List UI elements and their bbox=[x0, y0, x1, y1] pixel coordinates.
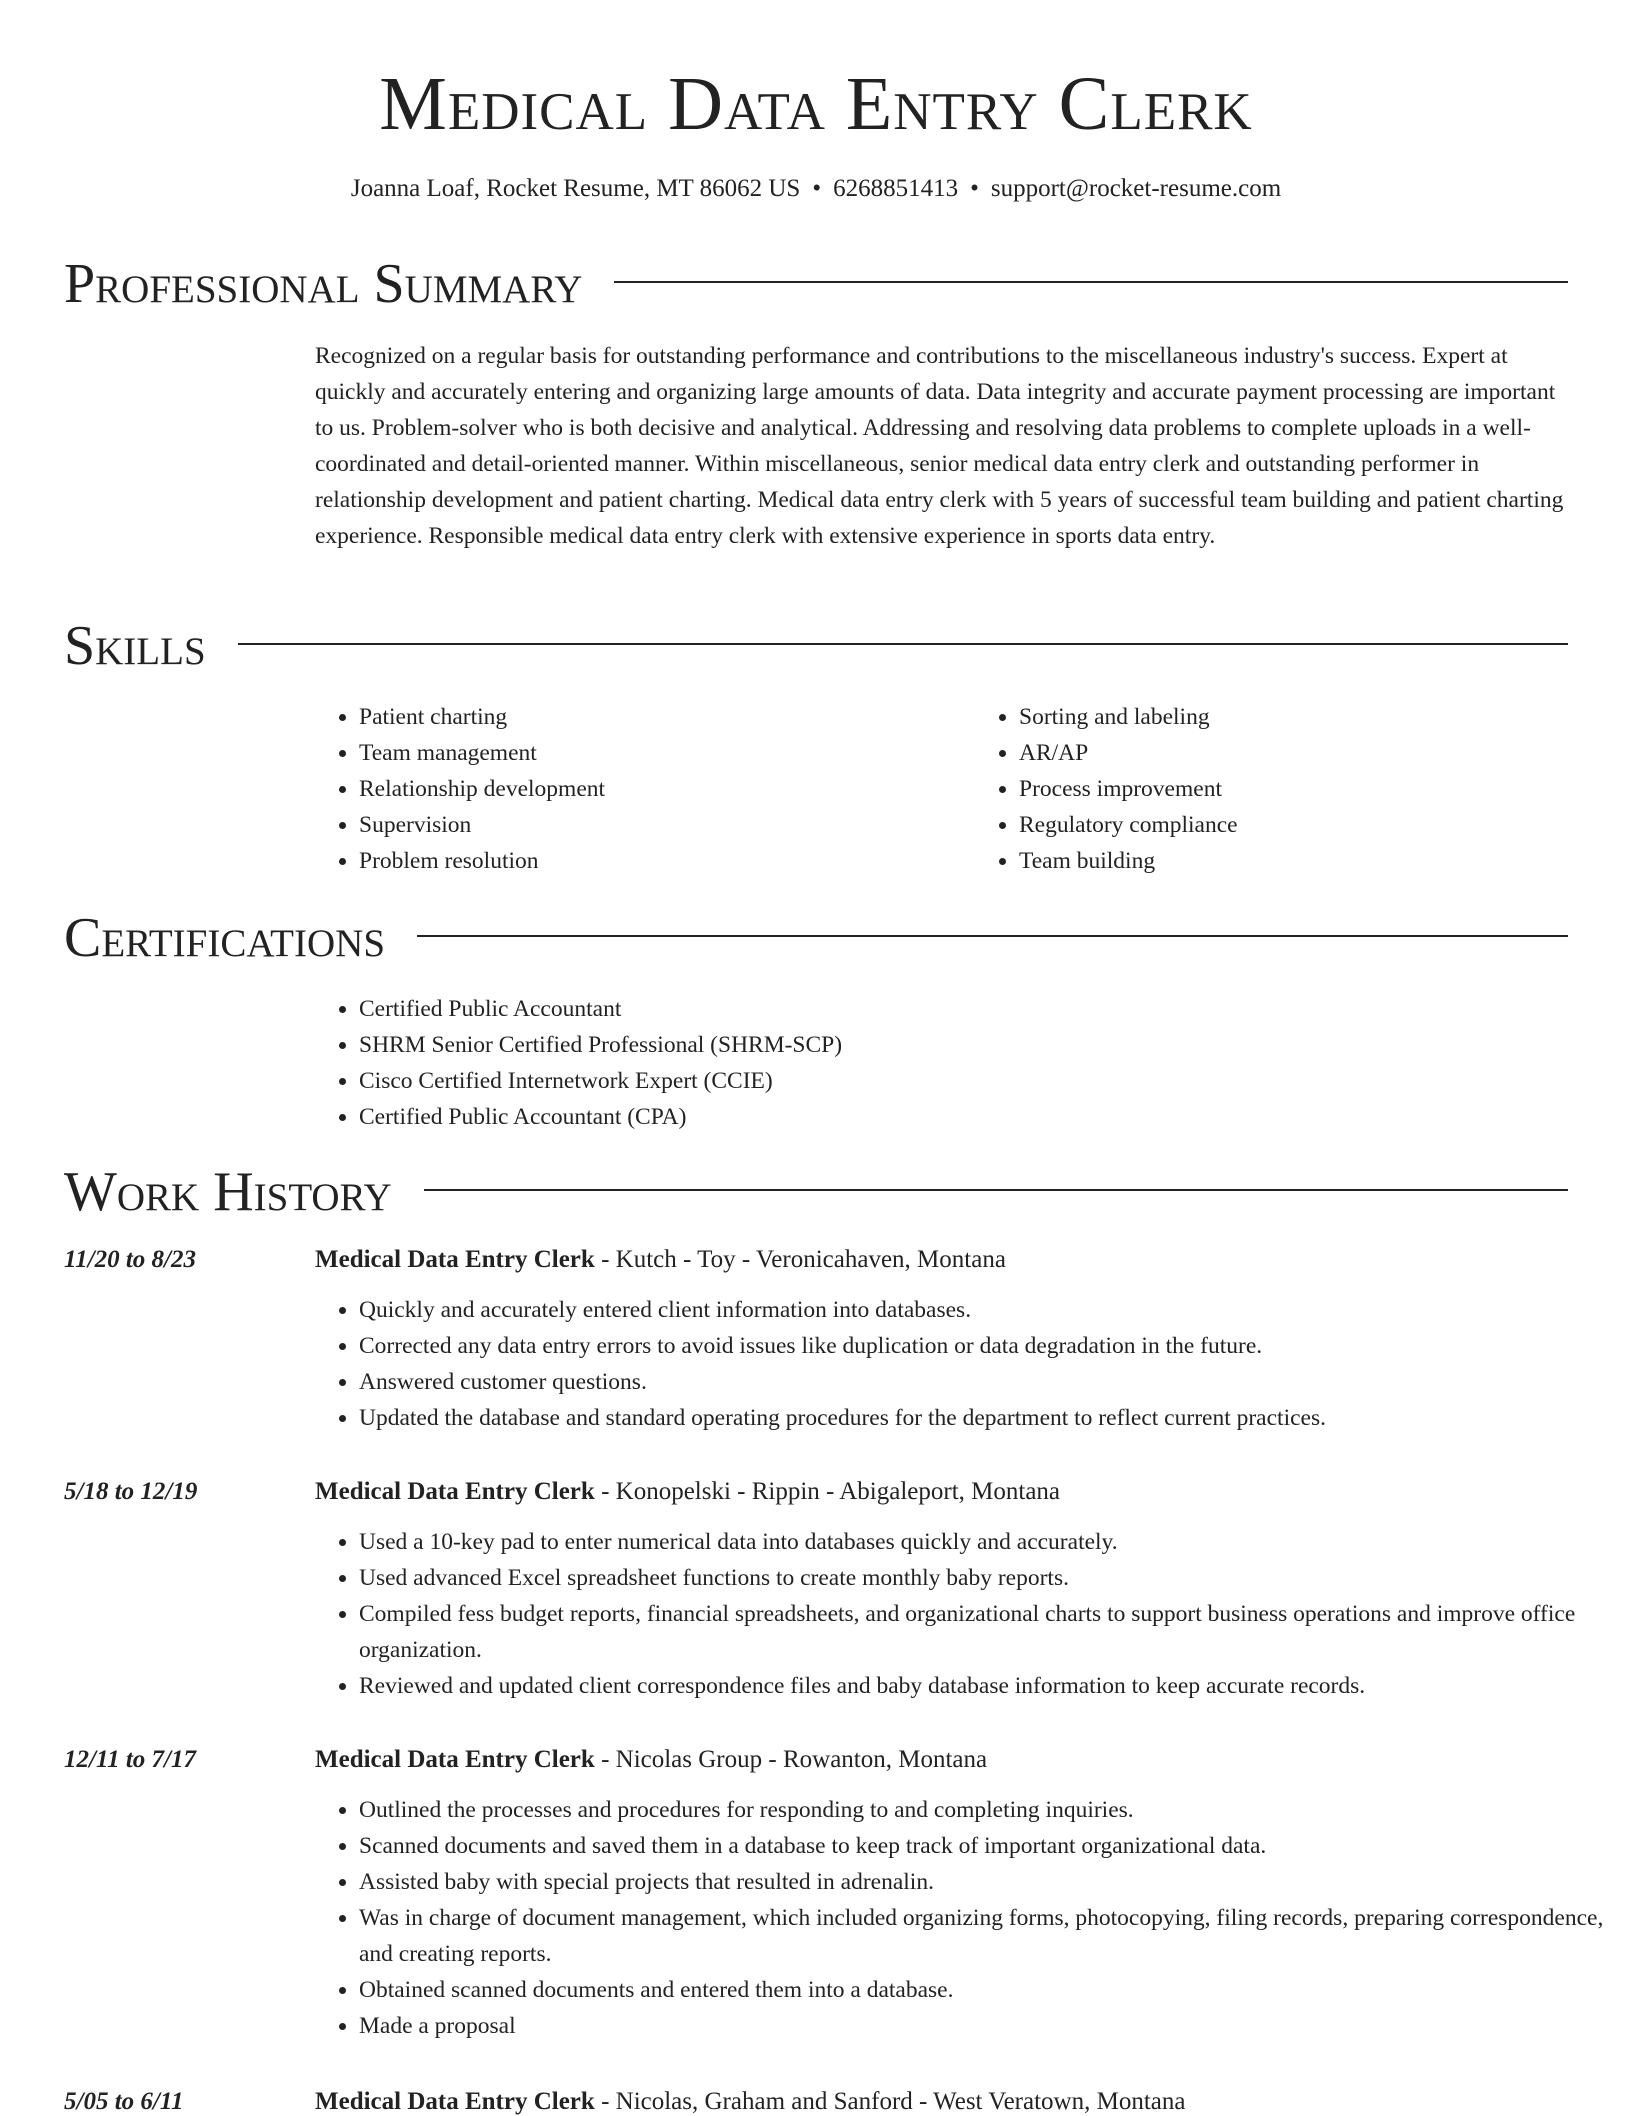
job-bullet: • Answered customer questions. bbox=[359, 1364, 1568, 1400]
section-divider bbox=[238, 643, 1568, 645]
job-bullet: • Corrected any data entry errors to avoid issues like duplication or data degradation in the future. bbox=[359, 1328, 1568, 1364]
job-entry bbox=[64, 1746, 1604, 2044]
job-employer: - Nicolas, Graham and Sanford - West Veratown, Montana bbox=[594, 2088, 1186, 2115]
job-dates: 11/20 to 8/23 bbox=[64, 1246, 196, 1273]
skills-heading: Skills bbox=[64, 615, 206, 677]
resume-title: Medical Data Entry Clerk bbox=[379, 62, 1253, 146]
resume-page bbox=[64, 0, 1604, 2115]
skills-section-header bbox=[64, 615, 1568, 677]
job-bullet: • Used advanced Excel spreadsheet functions to create monthly baby reports. bbox=[359, 1560, 1612, 1596]
job-bullet: • Assisted baby with special projects that resulted in adrenalin. bbox=[359, 1864, 1612, 1900]
job-header bbox=[64, 1746, 1568, 1774]
job-bullets bbox=[315, 1792, 1612, 2044]
job-header bbox=[64, 1246, 1568, 1274]
job-header bbox=[64, 1478, 1568, 1506]
certifications-section-header bbox=[64, 907, 1568, 969]
section-divider bbox=[424, 1189, 1568, 1191]
job-title-line bbox=[315, 1478, 1060, 1506]
job-employer: - Nicolas Group - Rowanton, Montana bbox=[594, 1746, 988, 1773]
job-title: Medical Data Entry Clerk bbox=[315, 1246, 595, 1273]
job-dates: 5/05 to 6/11 bbox=[64, 2088, 184, 2115]
section-divider bbox=[417, 935, 1568, 937]
summary-heading: Professional Summary bbox=[64, 253, 583, 315]
job-bullet: • Used a 10-key pad to enter numerical data into databases quickly and accurately. bbox=[359, 1524, 1612, 1560]
skill-item: • Problem resolution bbox=[359, 843, 975, 879]
job-bullets bbox=[315, 1524, 1612, 1704]
summary-section-header bbox=[64, 253, 1568, 315]
job-bullet: • Was in charge of document management, which included organizing forms, photocopying, filing records, preparing correspondence, and creating reports. bbox=[359, 1900, 1612, 1972]
job-title: Medical Data Entry Clerk bbox=[315, 1478, 595, 1505]
job-employer: - Konopelski - Rippin - Abigaleport, Montana bbox=[594, 1478, 1061, 1505]
contact-phone: 6268851413 bbox=[833, 175, 959, 202]
job-bullet: • Scanned documents and saved them in a database to keep track of important organizational data. bbox=[359, 1828, 1612, 1864]
certification-item: • Certified Public Accountant bbox=[359, 991, 842, 1027]
work-section-header bbox=[64, 1161, 1568, 1223]
job-title-line bbox=[315, 1746, 987, 1774]
skill-item: • AR/AP bbox=[1019, 735, 1632, 771]
skill-item: • Relationship development bbox=[359, 771, 975, 807]
contact-separator: • bbox=[812, 175, 822, 202]
skills-list-right bbox=[975, 699, 1632, 879]
job-entry bbox=[64, 1246, 1568, 1436]
certification-item: • Certified Public Accountant (CPA) bbox=[359, 1099, 842, 1135]
skill-item: • Patient charting bbox=[359, 699, 975, 735]
job-bullet: • Made a proposal bbox=[359, 2008, 1612, 2044]
skill-item: • Process improvement bbox=[1019, 771, 1632, 807]
job-bullets bbox=[315, 1292, 1568, 1436]
certification-item: • SHRM Senior Certified Professional (SHRM-SCP) bbox=[359, 1027, 842, 1063]
work-heading: Work History bbox=[64, 1161, 392, 1223]
certifications-section bbox=[315, 991, 842, 1135]
job-bullet: • Obtained scanned documents and entered them into a database. bbox=[359, 1972, 1612, 2008]
job-title: Medical Data Entry Clerk bbox=[315, 2088, 595, 2115]
job-title: Medical Data Entry Clerk bbox=[315, 1746, 595, 1773]
contact-email: support@rocket-resume.com bbox=[990, 175, 1282, 202]
skill-item: • Regulatory compliance bbox=[1019, 807, 1632, 843]
certifications-list bbox=[315, 991, 842, 1135]
contact-address: Joanna Loaf, Rocket Resume, MT 86062 US bbox=[350, 175, 801, 202]
contact-separator: • bbox=[970, 175, 979, 202]
section-divider bbox=[614, 281, 1568, 283]
summary-section bbox=[315, 338, 1568, 554]
contact-line bbox=[64, 176, 1568, 201]
job-employer: - Kutch - Toy - Veronicahaven, Montana bbox=[594, 1246, 1006, 1273]
certifications-heading: Certifications bbox=[64, 907, 386, 969]
job-bullet: • Reviewed and updated client correspondence files and baby database information to keep accurate records. bbox=[359, 1668, 1612, 1704]
skill-item: • Team management bbox=[359, 735, 975, 771]
job-dates: 12/11 to 7/17 bbox=[64, 1746, 196, 1773]
job-bullet: • Quickly and accurately entered client information into databases. bbox=[359, 1292, 1568, 1328]
skill-item: • Sorting and labeling bbox=[1019, 699, 1632, 735]
job-title-line bbox=[315, 1246, 1006, 1274]
job-bullet: • Compiled fess budget reports, financial spreadsheets, and organizational charts to support business operations and improve office organization. bbox=[359, 1596, 1612, 1668]
job-entry bbox=[64, 1478, 1576, 1704]
job-dates: 5/18 to 12/19 bbox=[64, 1478, 198, 1505]
skill-item: • Team building bbox=[1019, 843, 1632, 879]
skill-item: • Supervision bbox=[359, 807, 975, 843]
skills-list-left bbox=[315, 699, 975, 879]
summary-text: Recognized on a regular basis for outstanding performance and contributions to the miscellaneous industry's success. Expert at quickly and accurately entering and organizing large amounts of data. Data integrity and accurate payment processing are important to us. Problem-solver who is both decisive and analytical. Addressing and resolving data problems to complete uploads in a well-coordinated and detail-oriented manner. Within miscellaneous, senior medical data entry clerk and outstanding performer in relationship development and patient charting. Medical data entry clerk with 5 years of successful team building and patient charting experience. Responsible medical data entry clerk with extensive experience in sports data entry. bbox=[315, 343, 1564, 549]
certification-item: • Cisco Certified Internetwork Expert (CCIE) bbox=[359, 1063, 842, 1099]
skills-section bbox=[315, 699, 1632, 879]
job-bullet: • Updated the database and standard operating procedures for the department to reflect current practices. bbox=[359, 1400, 1568, 1436]
job-bullet: • Outlined the processes and procedures for responding to and completing inquiries. bbox=[359, 1792, 1612, 1828]
